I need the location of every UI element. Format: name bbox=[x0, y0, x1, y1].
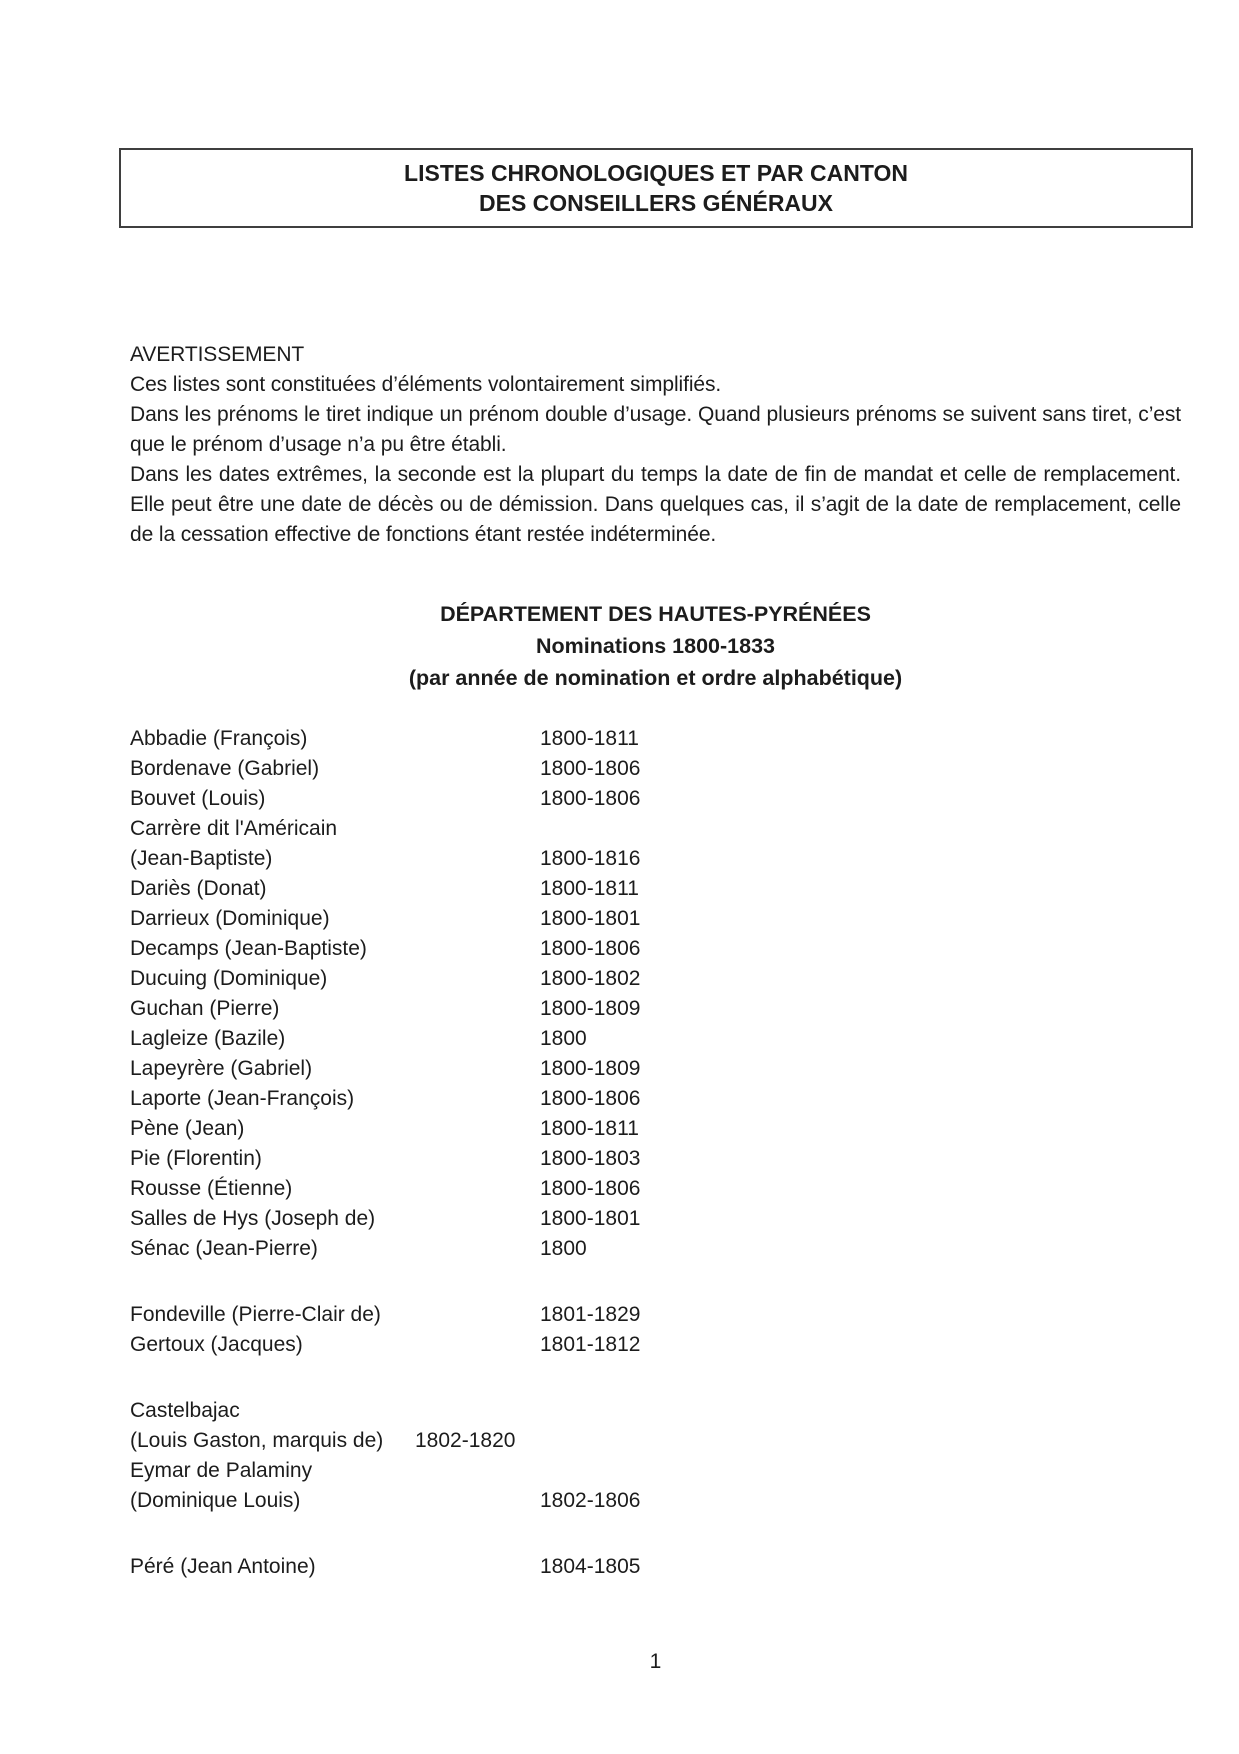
notice-paragraph: Dans les dates extrêmes, la seconde est la plupart du temps la date de fin de mandat et celle de remplacement. Elle peut être une date de décès ou de démission. Dans quelques cas, il s’agit de la date de remplacement, celle de la cessation effective de fonctions étant restée indéterminée. bbox=[130, 463, 1181, 546]
mandate-dates: 1800-1809 bbox=[540, 1057, 641, 1080]
mandate-dates: 1800-1811 bbox=[540, 727, 639, 750]
mandate-dates: 1801-1812 bbox=[540, 1333, 641, 1356]
mandate-dates: 1800-1803 bbox=[540, 1147, 641, 1170]
councillor-name: Lapeyrère (Gabriel) bbox=[130, 1057, 313, 1080]
mandate-dates: 1800-1806 bbox=[540, 1087, 641, 1110]
councillor-name: (Dominique Louis) bbox=[130, 1489, 301, 1512]
section-heading bbox=[130, 598, 1181, 694]
roster-row bbox=[130, 1429, 1181, 1459]
roster-row bbox=[130, 997, 1181, 1027]
councillor-name: Péré (Jean Antoine) bbox=[130, 1555, 316, 1578]
councillor-name: Rousse (Étienne) bbox=[130, 1177, 293, 1200]
councillor-name: (Louis Gaston, marquis de) bbox=[130, 1429, 384, 1452]
roster-row bbox=[130, 1117, 1181, 1147]
mandate-dates: 1800-1806 bbox=[540, 787, 641, 810]
mandate-dates: 1800-1801 bbox=[540, 907, 641, 930]
roster-row bbox=[130, 1399, 1181, 1429]
document-title-line1: LISTES CHRONOLOGIQUES ET PAR CANTON bbox=[404, 160, 908, 186]
mandate-dates: 1800-1802 bbox=[540, 967, 641, 990]
roster-row bbox=[130, 1237, 1181, 1267]
notice-paragraph: Dans les prénoms le tiret indique un prénom double d’usage. Quand plusieurs prénoms se suivent sans tiret, c’est que le prénom d’usage n’a pu être établi. bbox=[130, 403, 1181, 456]
roster-row bbox=[130, 1027, 1181, 1057]
councillor-name: Eymar de Palaminy bbox=[130, 1459, 313, 1482]
nominations-range: Nominations 1800-1833 bbox=[536, 634, 775, 658]
councillor-name: Laporte (Jean-François) bbox=[130, 1087, 355, 1110]
mandate-dates: 1800-1801 bbox=[540, 1207, 641, 1230]
mandate-dates: 1800 bbox=[540, 1027, 587, 1050]
mandate-dates: 1800-1811 bbox=[540, 1117, 639, 1140]
roster-row bbox=[130, 1147, 1181, 1177]
councillor-name: Dariès (Donat) bbox=[130, 877, 267, 900]
roster-row bbox=[130, 847, 1181, 877]
roster-row bbox=[130, 817, 1181, 847]
councillor-name: Darrieux (Dominique) bbox=[130, 907, 330, 930]
sort-order-note: (par année de nomination et ordre alphabétique) bbox=[408, 666, 903, 690]
roster-row bbox=[130, 1057, 1181, 1087]
roster-row bbox=[130, 1555, 1181, 1585]
councillor-name: Salles de Hys (Joseph de) bbox=[130, 1207, 376, 1230]
mandate-dates: 1804-1805 bbox=[540, 1555, 641, 1578]
roster-row bbox=[130, 1333, 1181, 1363]
page-number: 1 bbox=[649, 1650, 662, 1673]
councillor-name: Lagleize (Bazile) bbox=[130, 1027, 286, 1050]
roster-row bbox=[130, 1489, 1181, 1519]
mandate-dates: 1800-1811 bbox=[540, 877, 639, 900]
roster-row bbox=[130, 967, 1181, 997]
councillor-name: Pène (Jean) bbox=[130, 1117, 245, 1140]
mandate-dates: 1800 bbox=[540, 1237, 587, 1260]
mandate-dates: 1800-1816 bbox=[540, 847, 641, 870]
roster-row bbox=[130, 1177, 1181, 1207]
roster-row bbox=[130, 1207, 1181, 1237]
mandate-dates: 1800-1809 bbox=[540, 997, 641, 1020]
councillor-name: Pie (Florentin) bbox=[130, 1147, 262, 1170]
councillor-name: Ducuing (Dominique) bbox=[130, 967, 328, 990]
roster-row bbox=[130, 1459, 1181, 1489]
document-title-line2: DES CONSEILLERS GÉNÉRAUX bbox=[479, 190, 833, 216]
councillor-name: Bordenave (Gabriel) bbox=[130, 757, 320, 780]
mandate-dates: 1800-1806 bbox=[540, 1177, 641, 1200]
title-box bbox=[119, 148, 1193, 228]
councillor-name: Decamps (Jean-Baptiste) bbox=[130, 937, 367, 960]
roster-row bbox=[130, 787, 1181, 817]
mandate-dates: 1800-1806 bbox=[540, 757, 641, 780]
mandate-dates: 1801-1829 bbox=[540, 1303, 641, 1326]
roster-list bbox=[130, 727, 1181, 1585]
notice-block bbox=[130, 340, 1181, 550]
roster-row bbox=[130, 727, 1181, 757]
councillor-name: Fondeville (Pierre-Clair de) bbox=[130, 1303, 381, 1326]
mandate-dates: 1802-1820 bbox=[415, 1429, 516, 1452]
roster-spacer bbox=[130, 1267, 1181, 1303]
roster-row bbox=[130, 877, 1181, 907]
councillor-name: Castelbajac bbox=[130, 1399, 240, 1422]
councillor-name: Carrère dit l'Américain bbox=[130, 817, 338, 840]
councillor-name: Sénac (Jean-Pierre) bbox=[130, 1237, 318, 1260]
roster-row bbox=[130, 757, 1181, 787]
mandate-dates: 1800-1806 bbox=[540, 937, 641, 960]
councillor-name: Guchan (Pierre) bbox=[130, 997, 280, 1020]
roster-row bbox=[130, 937, 1181, 967]
councillor-name: (Jean-Baptiste) bbox=[130, 847, 273, 870]
councillor-name: Bouvet (Louis) bbox=[130, 787, 266, 810]
roster-row bbox=[130, 907, 1181, 937]
roster-spacer bbox=[130, 1519, 1181, 1555]
councillor-name: Gertoux (Jacques) bbox=[130, 1333, 303, 1356]
notice-paragraph: Ces listes sont constituées d’éléments volontairement simplifiés. bbox=[130, 373, 722, 396]
councillor-name: Abbadie (François) bbox=[130, 727, 308, 750]
roster-spacer bbox=[130, 1363, 1181, 1399]
department-title: DÉPARTEMENT DES HAUTES-PYRÉNÉES bbox=[440, 602, 871, 626]
roster-row bbox=[130, 1303, 1181, 1333]
mandate-dates: 1802-1806 bbox=[540, 1489, 641, 1512]
roster-row bbox=[130, 1087, 1181, 1117]
notice-heading: AVERTISSEMENT bbox=[130, 343, 305, 366]
